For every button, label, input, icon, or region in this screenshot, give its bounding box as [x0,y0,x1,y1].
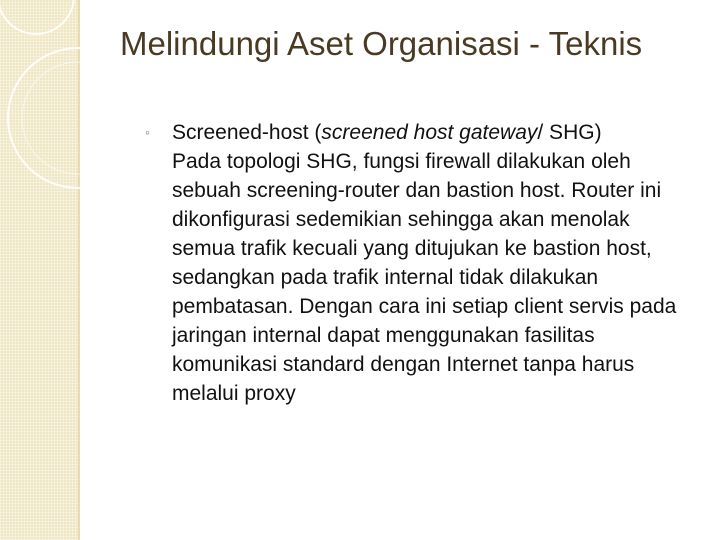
slide-content [145,118,690,408]
bullet-text-lead: Screened-host ( [172,121,322,144]
decorative-side-band [0,0,80,540]
body-paragraph: Pada topologi SHG, fungsi firewall dilakukan oleh sebuah screening-router dan bastion host. Router ini dikonfigurasi sedemikian sehingga akan menolak semua trafik kecuali yang ditujukan ke bastion host, sedangkan pada trafik internal tidak dilakukan pembatasan. Dengan cara ini setiap client servis pada jaringan internal dapat menggunakan fasilitas komunikasi standard dengan Internet tanpa harus melalui proxy [172,150,677,405]
slide-title: Melindungi Aset Organisasi - Teknis [120,25,643,62]
side-band-edge [78,0,80,540]
bullet-item [145,118,690,147]
bullet-text-tail: / SHG) [537,121,602,144]
bullet-marker: ◦ [145,124,150,140]
bullet-text-italic: screened host gateway [321,121,538,144]
